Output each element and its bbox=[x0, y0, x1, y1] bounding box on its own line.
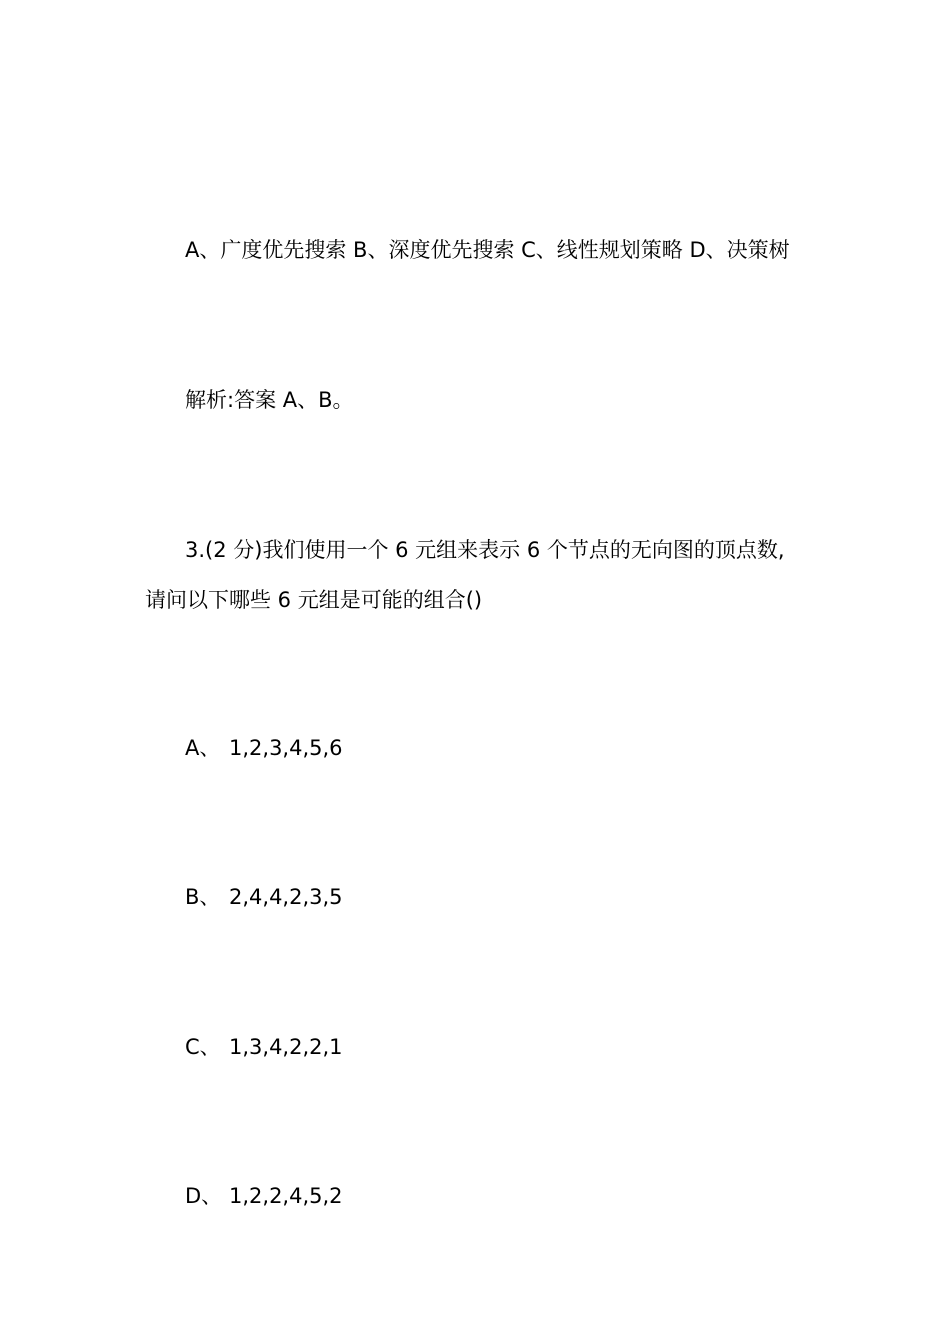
question-3-stem-line-2: 请问以下哪些 6 元组是可能的组合() bbox=[145, 588, 483, 612]
option-d-letter: D、 bbox=[185, 1184, 223, 1208]
option-b-letter: B、 bbox=[185, 885, 221, 909]
option-c-letter: C、 bbox=[185, 1035, 221, 1059]
option-d-value: 1,2,2,4,5,2 bbox=[229, 1184, 343, 1208]
option-c-value: 1,3,4,2,2,1 bbox=[229, 1035, 343, 1059]
option-a-value: 1,2,3,4,5,6 bbox=[229, 736, 343, 760]
prev-question-analysis: 解析:答案 A、B。 bbox=[185, 388, 354, 412]
option-a bbox=[185, 734, 343, 762]
option-d bbox=[185, 1182, 343, 1210]
option-b bbox=[185, 883, 343, 911]
prev-question-options: A、广度优先搜索 B、深度优先搜索 C、线性规划策略 D、决策树 bbox=[185, 238, 790, 262]
option-c bbox=[185, 1033, 343, 1061]
question-3-stem-line-1: 3.(2 分)我们使用一个 6 元组来表示 6 个节点的无向图的顶点数, bbox=[185, 538, 785, 562]
option-a-letter: A、 bbox=[185, 736, 221, 760]
option-b-value: 2,4,4,2,3,5 bbox=[229, 885, 343, 909]
